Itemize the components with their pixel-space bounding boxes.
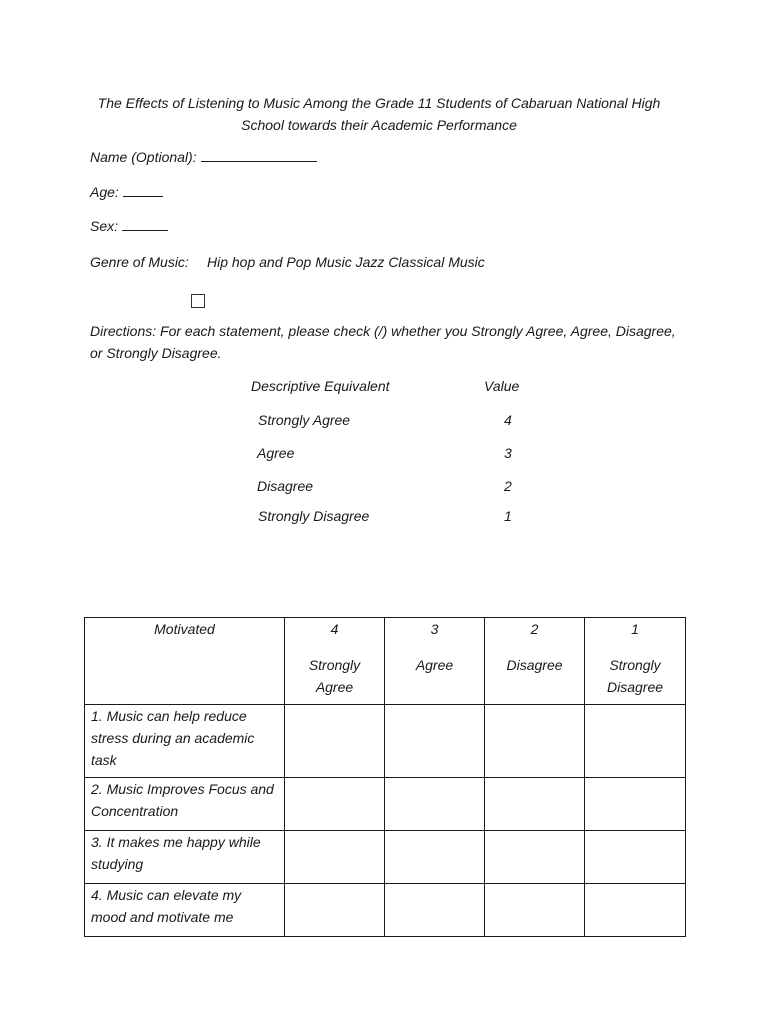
check-cell-2[interactable]	[485, 884, 585, 937]
directions-text: Directions: For each statement, please check (/) whether you Strongly Agree, Agree, Disagree, or Strongly Disagree.	[90, 323, 676, 361]
header-label: Agree	[415, 657, 454, 673]
check-cell-3[interactable]	[385, 705, 485, 778]
header-num: 2	[530, 621, 539, 637]
statement-cell: 4. Music can elevate my mood and motivate me	[85, 884, 285, 937]
header-label: Strongly Agree	[308, 657, 361, 695]
scale-desc-1: Strongly Agree	[258, 412, 351, 428]
scale-value-1: 4	[504, 412, 512, 428]
scale-header-value: Value	[484, 378, 520, 394]
check-cell-1[interactable]	[585, 778, 686, 831]
scale-value-3: 2	[504, 478, 512, 494]
statement-cell: 1. Music can help reduce stress during an academic task	[85, 705, 285, 778]
name-label: Name (Optional):	[90, 149, 197, 165]
genre-options: Hip hop and Pop Music Jazz Classical Music	[207, 254, 485, 270]
statement-cell: 2. Music Improves Focus and Concentration	[85, 778, 285, 831]
check-cell-4[interactable]	[285, 778, 385, 831]
header-col-4	[285, 618, 385, 705]
check-cell-2[interactable]	[485, 705, 585, 778]
header-category: Motivated	[85, 618, 285, 705]
scale-desc-2: Agree	[257, 445, 295, 461]
check-cell-4[interactable]	[285, 884, 385, 937]
scale-value-2: 3	[504, 445, 512, 461]
header-num: 1	[631, 621, 639, 637]
check-cell-2[interactable]	[485, 831, 585, 884]
table-row	[85, 831, 686, 884]
header-num: 3	[430, 621, 439, 637]
table-row	[85, 705, 686, 778]
sex-blank[interactable]	[122, 218, 168, 231]
check-cell-1[interactable]	[585, 884, 686, 937]
statement-cell: 3. It makes me happy while studying	[85, 831, 285, 884]
genre-label: Genre of Music:	[90, 254, 189, 270]
header-col-2	[485, 618, 585, 705]
scale-desc-3: Disagree	[257, 478, 314, 494]
name-blank[interactable]	[201, 149, 317, 162]
check-cell-4[interactable]	[285, 705, 385, 778]
header-col-1	[585, 618, 686, 705]
sex-field	[90, 218, 168, 234]
check-cell-3[interactable]	[385, 831, 485, 884]
sex-label: Sex:	[90, 218, 119, 234]
name-field	[90, 149, 317, 165]
check-cell-3[interactable]	[385, 884, 485, 937]
title-line-2: School towards their Academic Performance	[241, 117, 517, 133]
check-cell-1[interactable]	[585, 705, 686, 778]
check-cell-3[interactable]	[385, 778, 485, 831]
check-cell-2[interactable]	[485, 778, 585, 831]
header-label: Disagree	[506, 657, 563, 673]
age-field	[90, 184, 163, 200]
age-blank[interactable]	[123, 184, 163, 197]
check-cell-4[interactable]	[285, 831, 385, 884]
title-line-1: The Effects of Listening to Music Among the Grade 11 Students of Cabaruan National High	[97, 95, 661, 111]
survey-table	[84, 617, 686, 937]
document-title	[90, 92, 668, 136]
scale-header-desc: Descriptive Equivalent	[251, 378, 390, 394]
header-label: Strongly Disagree	[606, 657, 664, 695]
scale-desc-4: Strongly Disagree	[258, 508, 370, 524]
scale-value-4: 1	[504, 508, 512, 524]
header-num: 4	[330, 621, 339, 637]
check-cell-1[interactable]	[585, 831, 686, 884]
genre-checkbox[interactable]	[191, 294, 205, 308]
table-header-row	[85, 618, 686, 705]
table-row	[85, 884, 686, 937]
header-col-3	[385, 618, 485, 705]
age-label: Age:	[90, 184, 119, 200]
table-row	[85, 778, 686, 831]
